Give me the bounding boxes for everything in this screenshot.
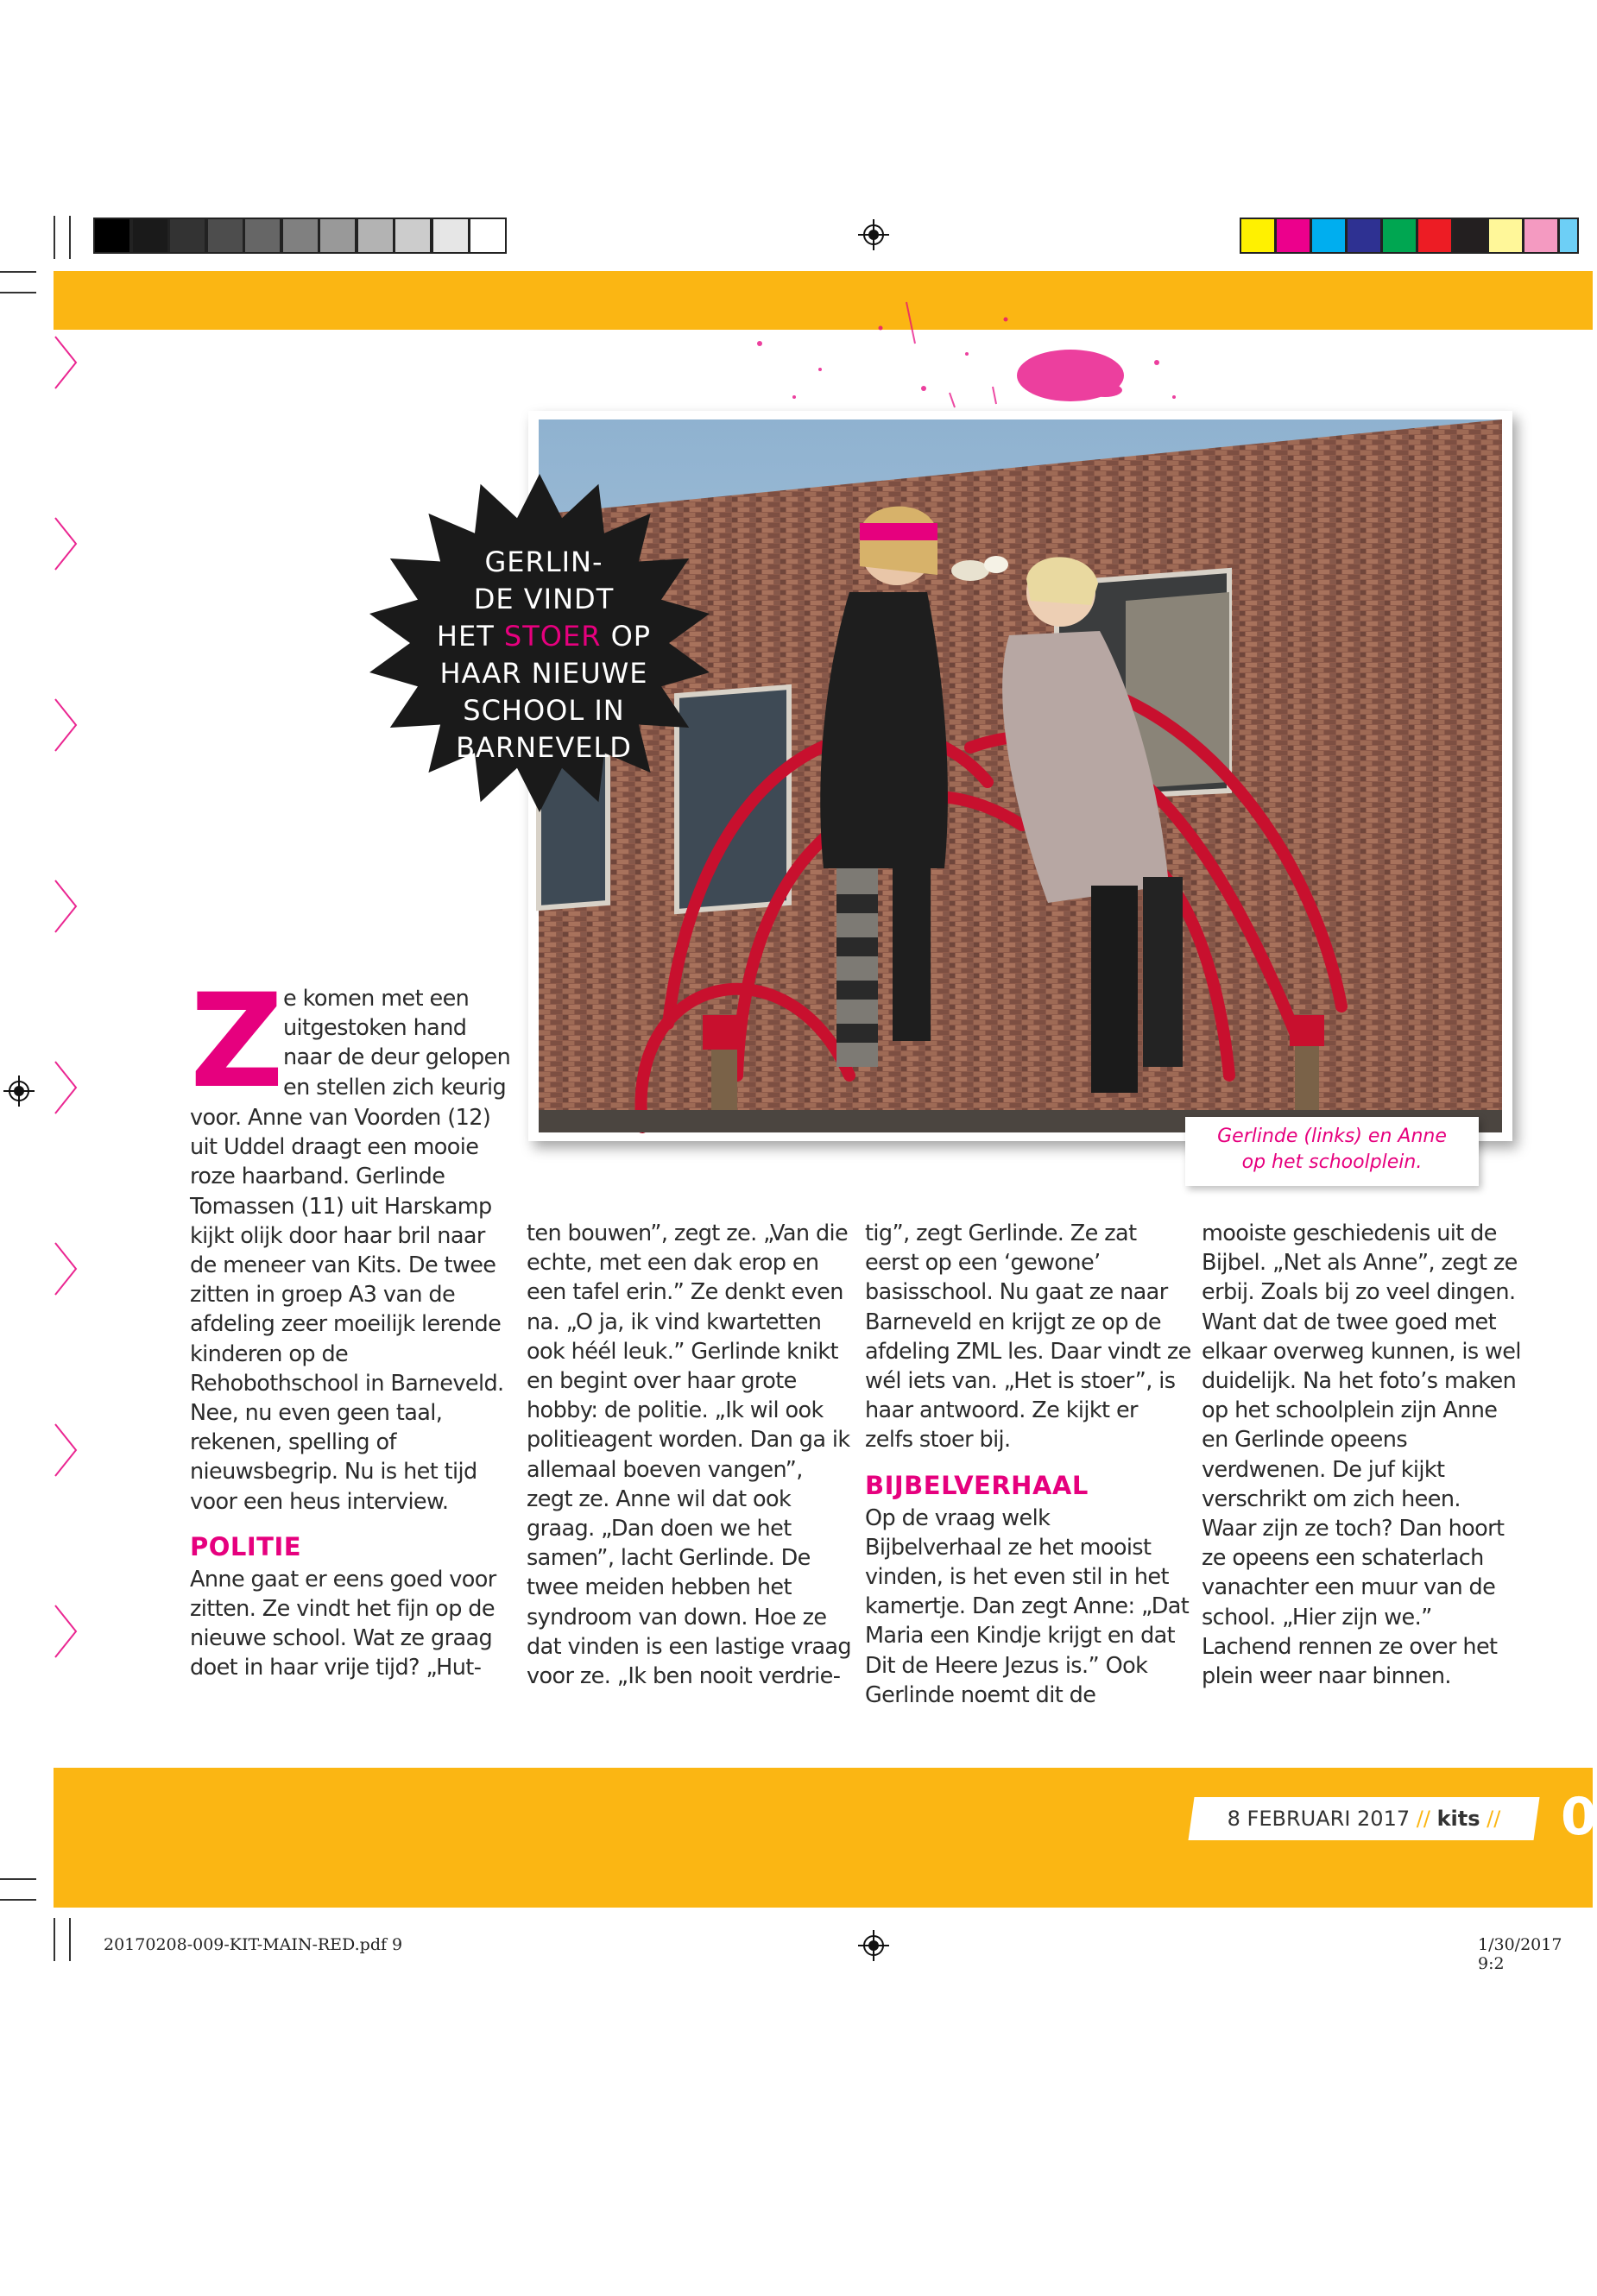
- column-2-text: ten bouwen”, zegt ze. „Van die echte, met een dak erop en een tafel erin.” Ze denkt even na. „O ja, ik vind kwartetten ook héél leuk.” Gerlinde knikt en begint over haar grote hobby: de politie. „Ik wil ook politieagent worden. Dan ga ik allemaal boeven vangen”, zegt ze. Anne wil dat ook graag. „Dan doen we het samen”, lacht Gerlinde. De twee meiden hebben het syndroom van down. Hoe ze dat vinden is een lastige vraag voor ze. „Ik ben nooit verdrie-: [527, 1221, 851, 1690]
- page-number: 0: [1561, 1787, 1597, 1847]
- crop-mark: [69, 216, 71, 259]
- starburst-quote: [406, 544, 682, 766]
- file-slug: 20170208-009-KIT-MAIN-RED.pdf 9: [104, 1935, 403, 1954]
- burst-line-1: GERLIN-: [484, 546, 603, 578]
- intro-line: naar de deur gelopen: [283, 1044, 511, 1071]
- article-column-2: [527, 1219, 851, 1691]
- gray-swatch: [394, 218, 432, 254]
- column-1-text: voor. Anne van Voorden (12) uit Uddel draagt een mooie roze haarband. Gerlinde Tomassen (11) uit Harskamp kijkt olijk door haar bril naar de meneer van Kits. De twee zitten in groep A3 van de afdeling zeer moeilijk lerende kinderen op de Rehobothschool in Barneveld. Nee, nu even geen taal, rekenen, spelling of nieuwsbegrip. Nu is het tijd voor een heus interview.: [190, 1105, 504, 1515]
- section-heading-politie: POLITIE: [190, 1531, 302, 1561]
- crop-mark: [54, 1918, 55, 1961]
- column-3b-text: Op de vraag welk Bijbelverhaal ze het mooist vinden, is het even stil in het kamertje. Dan zegt Anne: „Dat Maria een Kindje krijgt en dat Dit de Heere Jezus is.” Ook Gerlinde noemt dit de: [865, 1504, 1190, 1708]
- drop-cap: Z: [190, 967, 284, 1117]
- gray-swatch: [281, 218, 319, 254]
- burst-line-3-start: HET: [436, 620, 504, 653]
- caption-line-1: Gerlinde (links) en Anne: [1217, 1126, 1447, 1147]
- registration-mark-icon: [3, 1075, 35, 1107]
- color-swatch: [1558, 218, 1579, 254]
- caption-line-2: op het schoolplein.: [1241, 1151, 1423, 1173]
- crop-mark: [0, 1878, 36, 1880]
- crop-mark: [0, 292, 36, 293]
- issue-date: 8 FEBRUARI 2017: [1227, 1807, 1411, 1831]
- gray-swatch: [432, 218, 470, 254]
- color-swatch: [1523, 218, 1559, 254]
- column-1b-text: Anne gaat er eens goed voor zitten. Ze vindt het fijn op de nieuwe school. Wat ze graag doet in haar vrije tijd? „Hut-: [190, 1566, 496, 1681]
- gray-swatch: [319, 218, 357, 254]
- margin-chevrons-decoration: [52, 328, 86, 1675]
- color-swatch: [1417, 218, 1453, 254]
- column-3-text: tig”, zegt Gerlinde. Ze zat eerst op een ‘gewone’ basisschool. Nu gaat ze naar Barneveld en krijgt ze op de afdeling ZML les. Daar vindt ze wél iets van. „Het is stoer”, is haar antwoord. Ze kijkt er zelfs stoer bij.: [865, 1221, 1191, 1454]
- gray-swatch: [168, 218, 206, 254]
- color-swatch: [1487, 218, 1524, 254]
- brand-name: kits: [1436, 1807, 1480, 1831]
- burst-line-3-end: OP: [601, 620, 652, 653]
- crop-mark: [69, 1918, 71, 1961]
- crop-mark: [0, 1899, 36, 1901]
- photo-caption: [1185, 1117, 1479, 1186]
- article-column-1: [190, 1103, 509, 1683]
- intro-line: uitgestoken hand: [283, 1015, 467, 1042]
- section-heading-bijbelverhaal: BIJBELVERHAAL: [865, 1470, 1089, 1500]
- burst-line-5: SCHOOL IN: [463, 694, 625, 727]
- intro-line: en stellen zich keurig: [283, 1074, 507, 1101]
- gray-swatch: [469, 218, 507, 254]
- intro-line: e komen met een: [283, 986, 470, 1012]
- gray-swatch: [206, 218, 244, 254]
- color-swatch: [1346, 218, 1382, 254]
- burst-line-6: BARNEVELD: [456, 731, 632, 764]
- gray-swatch: [131, 218, 169, 254]
- color-swatch: [1275, 218, 1311, 254]
- color-swatch: [1310, 218, 1347, 254]
- color-swatch: [1381, 218, 1417, 254]
- gray-swatch: [93, 218, 131, 254]
- date-tag: [1191, 1804, 1537, 1833]
- burst-line-2: DE VINDT: [473, 583, 615, 615]
- color-swatch: [1452, 218, 1488, 254]
- separator: //: [1416, 1807, 1430, 1831]
- column-4-text: mooiste geschiedenis uit de Bijbel. „Net als Anne”, zegt ze erbij. Zoals bij zo veel dingen. Want dat de twee goed met elkaar overweg kunnen, is wel duidelijk. Na het foto’s maken op het schoolplein zijn Anne en Gerlinde opeens verdwenen. De juf kijkt verschrikt om zich heen. Waar zijn ze toch? Dan hoort ze opeens een schaterlach vanachter een muur van de school. „Hier zijn we.” Lachend rennen ze over het plein weer naar binnen.: [1202, 1221, 1521, 1690]
- burst-line-4: HAAR NIEUWE: [439, 657, 648, 690]
- gray-swatch: [243, 218, 281, 254]
- color-swatch: [1240, 218, 1276, 254]
- print-timestamp: 1/30/2017 9:2: [1478, 1935, 1562, 1973]
- article-column-4: [1202, 1219, 1521, 1691]
- crop-mark: [0, 271, 36, 273]
- crop-mark: [54, 216, 55, 259]
- separator: //: [1487, 1807, 1501, 1831]
- burst-line-3: [406, 618, 682, 655]
- paint-splash-decoration: [708, 293, 1191, 414]
- gray-swatch: [357, 218, 395, 254]
- article-intro: [283, 984, 516, 1102]
- registration-mark-icon: [858, 219, 889, 250]
- article-column-3: [865, 1219, 1191, 1710]
- burst-accent-word: STOER: [503, 620, 602, 653]
- registration-mark-icon: [858, 1930, 889, 1961]
